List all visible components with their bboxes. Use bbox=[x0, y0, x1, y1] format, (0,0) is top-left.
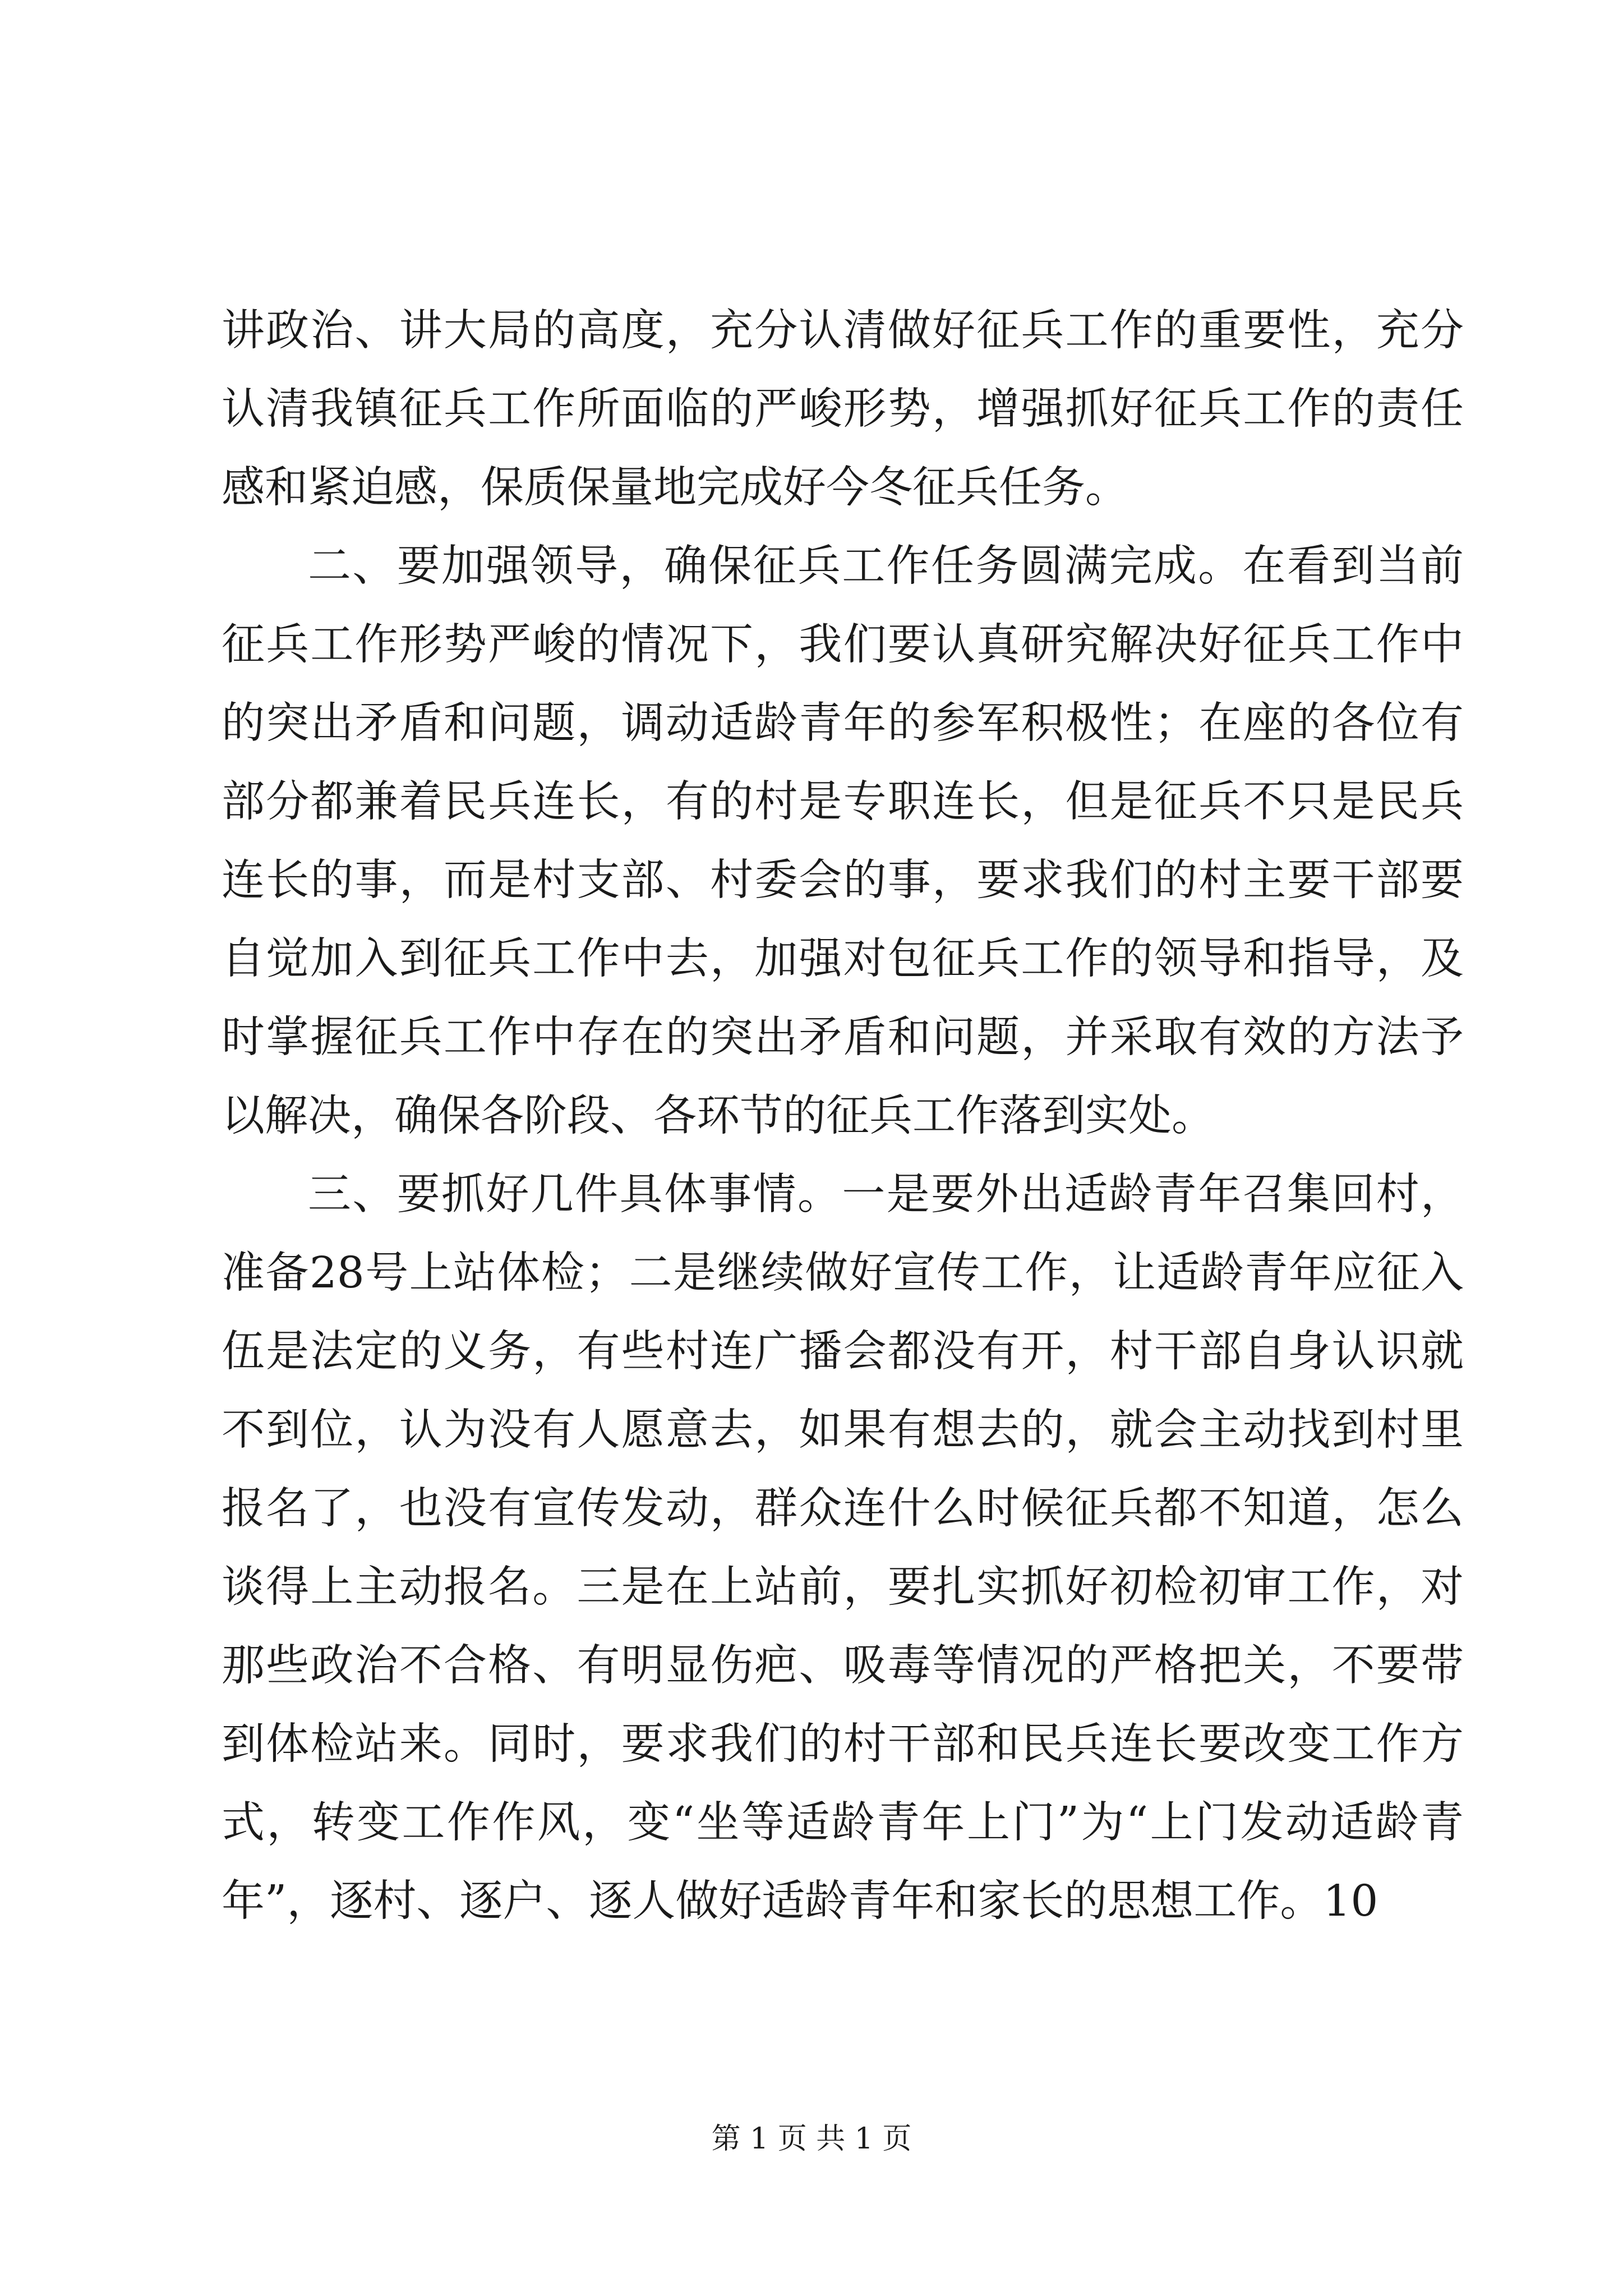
document-body bbox=[222, 292, 1464, 1941]
paragraph-section-two: 二、要加强领导，确保征兵工作任务圆满完成。在看到当前征兵工作形势严峻的情况下，我们要认真研究解决好征兵工作中的突出矛盾和问题，调动适龄青年的参军积极性；在座的各位有部分都兼着民兵连长，有的村是专职连长，但是征兵不只是民兵连长的事，而是村支部、村委会的事，要求我们的村主要干部要自觉加入到征兵工作中去，加强对包征兵工作的领导和指导，及时掌握征兵工作中存在的突出矛盾和问题，并采取有效的方法予以解决，确保各阶段、各环节的征兵工作落到实处。 bbox=[222, 541, 1464, 1141]
page-number-label: 第 1 页 共 1 页 bbox=[711, 2122, 912, 2156]
paragraph-section-three: 三、要抓好几件具体事情。一是要外出适龄青年召集回村，准备28号上站体检；二是继续做好宣传工作，让适龄青年应征入伍是法定的义务，有些村连广播会都没有开，村干部自身认识就不到位，认为没有人愿意去，如果有想去的，就会主动找到村里报名了，也没有宣传发动，群众连什么时候征兵都不知道，怎么谈得上主动报名。三是在上站前，要扎实抓好初检初审工作，对那些政治不合格、有明显伤疤、吸毒等情况的严格把关，不要带到体检站来。同时，要求我们的村干部和民兵连长要改变工作方式，转变工作作风，变“坐等适龄青年上门”为“上门发动适龄青年”，逐村、逐户、逐人做好适龄青年和家长的思想工作。10 bbox=[222, 1170, 1464, 1926]
paragraph-continuation: 讲政治、讲大局的高度，充分认清做好征兵工作的重要性，充分认清我镇征兵工作所面临的严峻形势，增强抓好征兵工作的责任感和紧迫感，保质保量地完成好今冬征兵任务。 bbox=[222, 306, 1464, 513]
page-footer bbox=[0, 2119, 1623, 2159]
